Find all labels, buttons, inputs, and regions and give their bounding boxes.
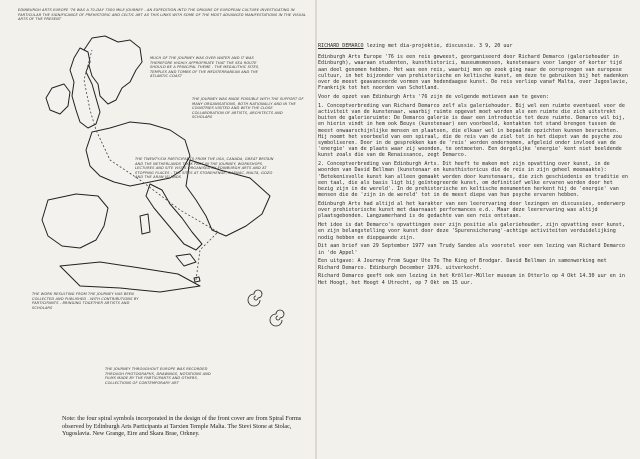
paragraph-motives: Voor de opzet van Edinburgh Arts '76 zijn de volgende motieven aan te geven: bbox=[318, 94, 549, 101]
lecture-document bbox=[318, 43, 630, 288]
paragraph-other-lectures: Richard Demarco geeft ook een lezing in het Kröller-Müller museum in Otterlo op 4 Okt 14.30 uur en in Het Hoogt, het Hoogt 4 Utrecht, op 7 Okt om 15 uur. bbox=[318, 273, 625, 286]
annotation-support: THE JOURNEY WAS MADE POSSIBLE WITH THE SUPPORT OF MANY ORGANISATIONS, BOTH NATIONALLY AND IN THE COUNTRIES VISITED AND WITH THE CLOSE COLLABORATION OF ARTISTS, ARCHITECTS AND SCHOLARS bbox=[192, 97, 304, 120]
map-sardinia bbox=[140, 214, 150, 234]
spiral-symbol-2 bbox=[270, 310, 284, 326]
heading-details: lezing met dia-projektie, discussie. 3 9, 20 uur bbox=[363, 43, 513, 49]
cover-note-caption: Note: the four spiral symbols incorporated in the design of the front cover are from Spiral Forms observed by Edinburgh Arts Participants at Tarxien Temple Malta. The Stevi Stone at Stolac, Yugoslavia. New Grange, Eire and Skara Brae, Orkney. bbox=[62, 415, 302, 438]
map-iberia bbox=[42, 194, 108, 248]
paragraph-letter: Dit aan brief van 29 September 1977 van Trudy Sandee als voorstel voor een lezing van Richard Demarco in 'de Appel' bbox=[318, 243, 625, 256]
document-heading bbox=[318, 43, 630, 49]
map-north-africa bbox=[60, 262, 200, 292]
paragraph-intro: Edinburgh Arts Europe '76 is een reis geweest, georganiseerd door Richard Demarco (galeriehouder in Edinburgh), waaraan studenten, kunsthistorici, museumsmensen, kunstenaars voor langer of korter tijd aan deel genomen hebben. Het was een reis, waarbij men op zoek ging naar de oorsprongen van europese cultuur, in het bijzonder van prehistorische en keltische kunst, om deze te gebruiken bij het nadenken over de meest geavanceerde vormen van hedendaagse kunst. De reis verliep vanaf Malta, over Jugoslavie, Frankrijk tot het noorden van Schotland. bbox=[318, 54, 628, 92]
annotation-sea-route: MUCH OF THE JOURNEY WAS OVER WATER AND IT WAS THEREFORE HIGHLY APPROPRIATE THAT THE SEA ROUTE SHOULD BE A PRINCIPAL THEME - THE MEGALITHIC SITES, TEMPLES AND TOMBS OF THE MEDITERRANEAN AND THE ATLANTIC COAST bbox=[150, 56, 260, 79]
map-ireland bbox=[46, 84, 70, 114]
spiral-symbol-1 bbox=[248, 290, 262, 306]
paragraph-publication: Een uitgave: A Journey From Sugar Ute To The King of Brodgar. David Bellman in samenwerking met Richard Demarco. Edinburgh December 1976. uitverkocht. bbox=[318, 258, 607, 271]
paragraph-learning: Edinburgh Arts had altijd al het karakter van een leerervaring door lezingen en discussies, onderwerp over prehistorische kunst met daarnaast performances e.d.. Maar deze leerervaring was altijd plaatsgebonden. Langzamerhand is de gedachte van een reis ontstaan. bbox=[318, 201, 625, 220]
annotation-recording: THE JOURNEY THROUGHOUT EUROPE WAS RECORDED THROUGH PHOTOGRAPHS, DRAWINGS, NOTATIONS AND FILMS MADE BY THE PARTICIPANTS AND OTHERS, COLLECTIONS OF CONTEMPORARY ART bbox=[105, 367, 211, 385]
annotation-results: THE WORK RESULTING FROM THE JOURNEY HAS BEEN COLLECTED AND PUBLISHED - WITH CONTRIBUTIONS BY PARTICIPANTS - BRINGING TOGETHER ARTISTS AND SCHOLARS bbox=[32, 292, 139, 310]
annotation-intro: EDINBURGH ARTS EUROPE '76 WAS A 70-DAY 7500 MILE JOURNEY - AN EXPEDITION INTO THE ORIGINS OF EUROPEAN CULTURE INVESTIGATING IN PARTICULAR THE SIGNIFICANCE OF PREHISTORIC AND CELTIC ART AS THIS LINKS WITH SOME OF THE MOST ADVANCED MANIFESTATIONS IN THE VISUAL ARTS OF THE PRESENT bbox=[18, 8, 306, 22]
map-malta bbox=[194, 277, 200, 282]
paragraph-concept-1: 1. Conceptverbreding van Richard Demarco zelf als galeriehouder. Bij wel een ruimte eventueel voor de activiteit van de kunstenaar, waarbij ruimte opgevat moet worden als een ruimte die zich uitstrekt buiten de galerieruimte: De Demarco galerie is daar een introductie tot deze ruimte. Demarco wil bij, en hierin vindt in hem ook Beuys (kunstenaar) een voorbeeld, kontakten tot stand brengen tussen de meest onwaarschijnlijke mensen en plaatsen, die elkaar wel in bepaalde opzichten kunnen bevruchten. Hij noemt het voorbeeld van een spiraal, die de reis van de ziel tot in het diepst van de psyche zou symboliseren. Door in de gesprekken kan de 'reis' worden ondernomen, afgeleid onder invloed van de 'energie' van de plaats waar zij woonden, te ontmoeten. Een dergelijke 'energie' kent niet beeldende kunst zoals die van de Renaissance, zegt Demarco. bbox=[318, 102, 625, 159]
paragraph-concept-2: 2. Conceptverbreding van Edinburgh Arts. Dit heeft te maken met zijn opvatting over kunst, in de woorden van David Bellman (kunstenaar en kunsthistoricus die de reis in zijn geheel meemaakte): 'Betekenisvolle kunst kan alleen gemaakt worden door kunstenaars, die zich geschiedenis en traditie en een taal, die als basis ligt bij geïntegreerde kunst, om definitief welke ervaren worden door het bezig zijn in de wereld'. In de prehistorische en keltische monumenten herkent hij de 'energie' van mensen die de 'zijn in de wereld' tot in de meest diepe van hun psyche ervaren hebben. bbox=[318, 161, 628, 199]
map-sicily bbox=[176, 254, 196, 266]
paragraph-idea: Het idee is dat Demarco's opvattingen over zijn positie als galeriehouder, zijn opvatting over kunst, en zijn belangstelling voor kunst door deze 'Spurensicherung'-achtige activiteiten verduidelijking nodig hebben en diepgaande zijn. bbox=[318, 222, 625, 241]
annotation-participants: THE TWENTY-SIX PARTICIPANTS FROM THE USA, CANADA, GREAT BRITAIN AND THE NETHERLANDS TOOK PART IN THE JOURNEY, WORKSHOPS, LECTURES AND SITE VISITS ORGANISED BY EDINBURGH ARTS AND AT STOPPING PLACES - THE SITES AT STONEHENGE, CARNAC, MALTA, GOZO AND THE ARAN ISLANDS bbox=[135, 157, 274, 180]
speaker-name: RICHARD DEMARCO bbox=[318, 43, 364, 49]
